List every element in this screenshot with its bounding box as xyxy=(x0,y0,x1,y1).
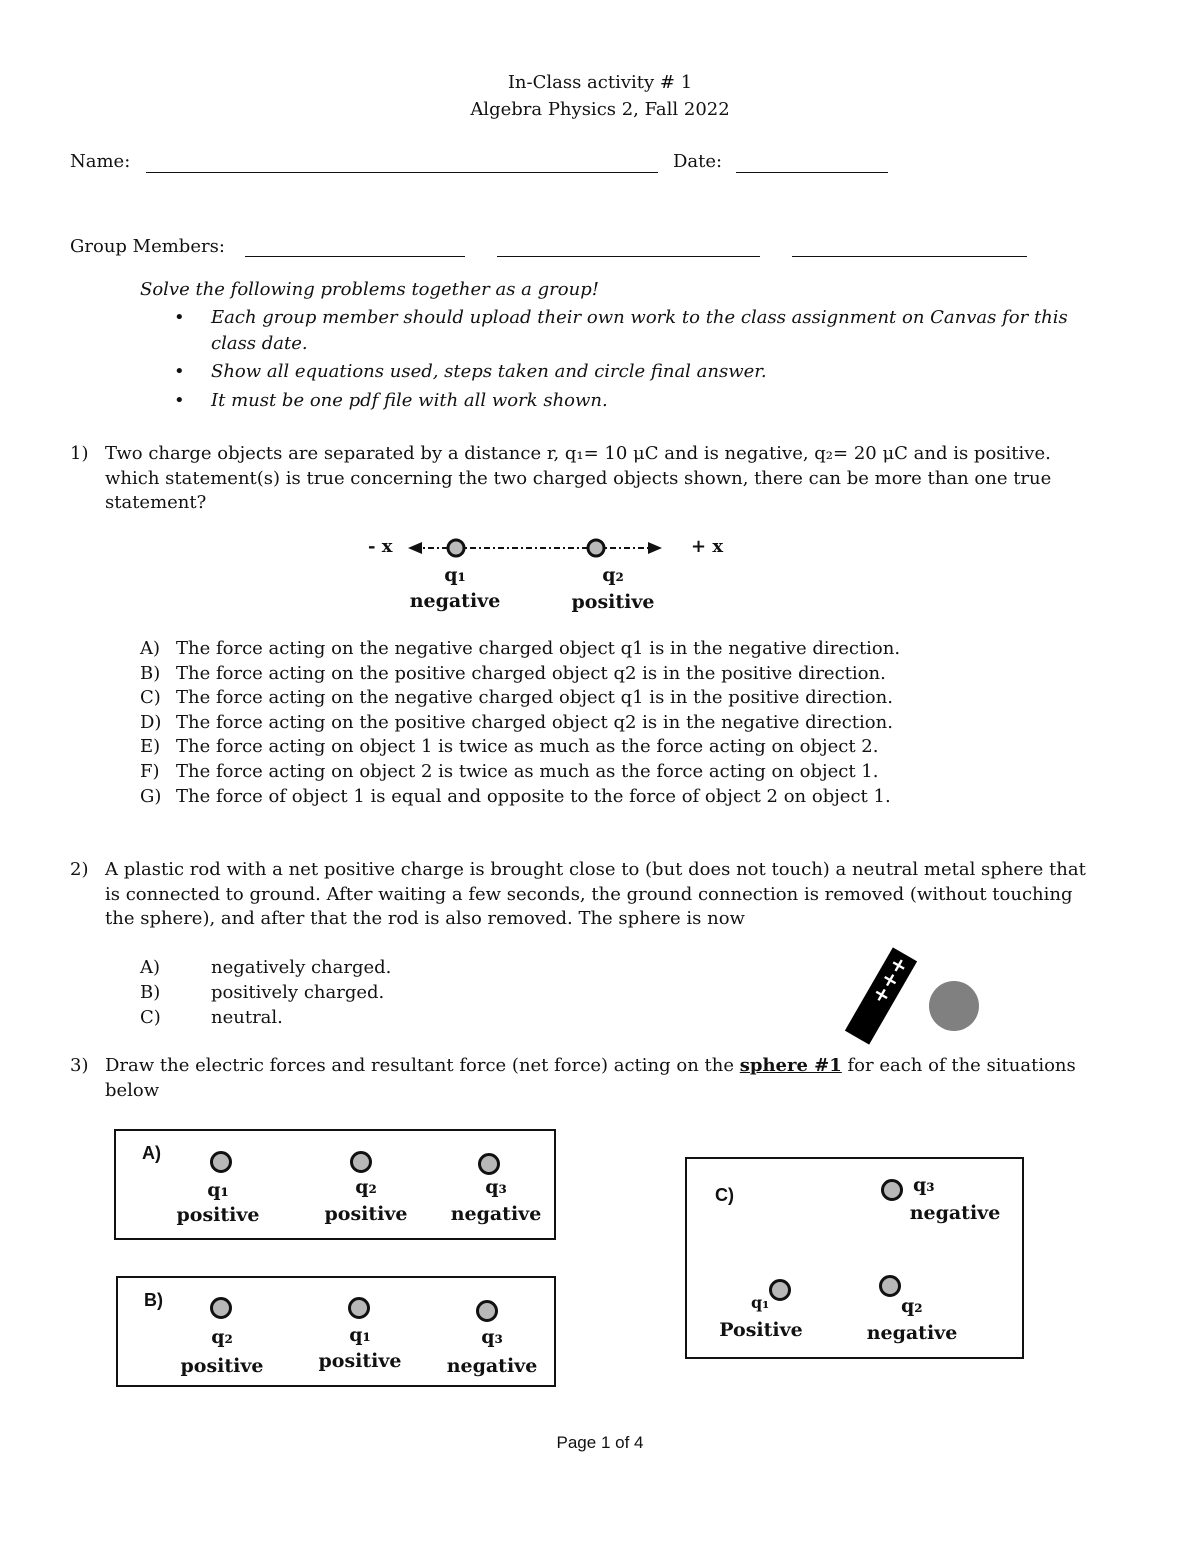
charge-name: q₃ xyxy=(913,1174,935,1196)
option-letter: A) xyxy=(140,638,161,659)
situation-label: B) xyxy=(144,1290,163,1310)
course-subtitle: Algebra Physics 2, Fall 2022 xyxy=(470,99,730,120)
option-letter: D) xyxy=(140,711,162,733)
question-1-text: Two charge objects are separated by a distance r, q₁= 10 μC and is negative, q₂= 20 μC and is positive. xyxy=(105,443,1051,464)
group-members-label: Group Members: xyxy=(70,236,225,257)
document-title: In-Class activity # 1 xyxy=(507,72,693,93)
q2-label: q₂ xyxy=(602,564,624,586)
group-member-field-3[interactable] xyxy=(792,256,1027,257)
question-1-number: 1) xyxy=(70,443,89,464)
sphere-1-emphasis: sphere #1 xyxy=(739,1055,842,1076)
charge-sign: negative xyxy=(446,1355,538,1377)
charge-q1 xyxy=(448,540,464,556)
option-text: positively charged. xyxy=(211,982,385,1003)
situation-b-box xyxy=(116,1276,556,1387)
option-letter: B) xyxy=(140,662,161,684)
question-3-text xyxy=(105,1055,1076,1076)
charge-name: q₁ xyxy=(751,1293,770,1312)
charge-sign: Positive xyxy=(719,1319,803,1341)
question-2-text: the sphere), and after that the rod is also removed. The sphere is now xyxy=(105,908,745,929)
charge-sign: positive xyxy=(324,1203,408,1225)
instruction-bullet: Each group member should upload their own work to the class assignment on Canvas for this xyxy=(211,307,1068,328)
q2-sign: positive xyxy=(571,591,655,613)
date-label: Date: xyxy=(673,151,723,172)
question-2-number: 2) xyxy=(70,859,89,880)
name-field[interactable] xyxy=(146,172,658,173)
option-text: The force acting on object 2 is twice as much as the force acting on object 1. xyxy=(176,761,879,782)
left-arrow-icon xyxy=(408,542,422,554)
option-letter: C) xyxy=(140,687,161,709)
q1-label: q₁ xyxy=(444,564,466,586)
group-member-field-1[interactable] xyxy=(245,256,465,257)
charge-name: q₁ xyxy=(207,1179,229,1201)
option-letter: B) xyxy=(140,982,161,1003)
charge-name: q₃ xyxy=(481,1326,503,1348)
bullet-icon: • xyxy=(174,307,185,328)
situation-c-box xyxy=(685,1157,1024,1359)
option-text: The force acting on the negative charged object q1 is in the negative direction. xyxy=(176,638,901,659)
situation-a-box xyxy=(114,1129,556,1240)
option-text: The force acting on object 1 is twice as much as the force acting on object 2. xyxy=(176,736,879,758)
page-number xyxy=(0,1433,1200,1453)
charge-sign: positive xyxy=(318,1350,402,1372)
charge-sign: negative xyxy=(909,1202,1001,1224)
option-letter: C) xyxy=(140,1007,161,1028)
right-arrow-icon xyxy=(648,542,662,554)
option-text: negatively charged. xyxy=(211,957,392,978)
negative-x-label: - x xyxy=(368,536,393,557)
option-text: The force of object 1 is equal and opposite to the force of object 2 on object 1. xyxy=(176,785,891,807)
bullet-icon: • xyxy=(174,390,185,411)
option-text: The force acting on the positive charged object q2 is in the negative direction. xyxy=(176,711,893,733)
option-letter: F) xyxy=(140,761,160,782)
group-member-field-2[interactable] xyxy=(497,256,760,257)
question-3-text: below xyxy=(105,1080,160,1101)
situation-label: A) xyxy=(142,1143,161,1163)
metal-sphere xyxy=(929,981,979,1031)
name-label: Name: xyxy=(70,151,131,172)
q3-text-after: for each of the situations xyxy=(841,1055,1076,1076)
charged-rod xyxy=(845,947,917,1044)
option-text: The force acting on the positive charged object q2 is in the positive direction. xyxy=(176,662,886,684)
option-text: The force acting on the negative charged object q1 is in the positive direction. xyxy=(176,687,893,709)
question-1-text: statement? xyxy=(105,492,207,513)
bullet-icon: • xyxy=(174,361,185,382)
instruction-bullet-cont: class date. xyxy=(211,333,308,354)
positive-x-label: + x xyxy=(691,536,724,557)
charge-name: q₃ xyxy=(485,1176,507,1198)
option-text: neutral. xyxy=(211,1007,283,1028)
instructions-intro: Solve the following problems together as a group! xyxy=(140,279,599,300)
axis-diagram xyxy=(400,535,670,561)
charge-sign: positive xyxy=(176,1204,260,1226)
q3-text-before: Draw the electric forces and resultant force (net force) acting on the xyxy=(105,1055,740,1076)
option-letter: G) xyxy=(140,785,162,807)
question-3-number: 3) xyxy=(70,1055,89,1076)
option-letter: A) xyxy=(140,957,161,978)
charge-sign: positive xyxy=(180,1355,264,1377)
charge-sign: negative xyxy=(450,1203,542,1225)
instruction-bullet: It must be one pdf file with all work shown. xyxy=(211,390,608,411)
rod-plus-signs: +++ xyxy=(868,950,913,1009)
question-2-text: is connected to ground. After waiting a few seconds, the ground connection is removed (without touching xyxy=(105,884,1073,905)
charge-name: q₁ xyxy=(349,1324,371,1346)
instruction-bullet: Show all equations used, steps taken and circle final answer. xyxy=(211,361,767,382)
charge-name: q₂ xyxy=(901,1295,923,1317)
charge-name: q₂ xyxy=(211,1326,233,1348)
option-letter: E) xyxy=(140,736,161,758)
charge-q2 xyxy=(588,540,604,556)
date-field[interactable] xyxy=(736,172,888,173)
question-2-text: A plastic rod with a net positive charge is brought close to (but does not touch) a neutral metal sphere that xyxy=(105,859,1086,880)
charge-name: q₂ xyxy=(355,1176,377,1198)
q1-sign: negative xyxy=(409,590,501,612)
page-number-text: Page 1 of 4 xyxy=(556,1433,644,1452)
question-1-text: which statement(s) is true concerning the two charged objects shown, there can be more than one true xyxy=(105,468,1052,489)
charge-sign: negative xyxy=(866,1322,958,1344)
situation-label: C) xyxy=(715,1185,734,1205)
